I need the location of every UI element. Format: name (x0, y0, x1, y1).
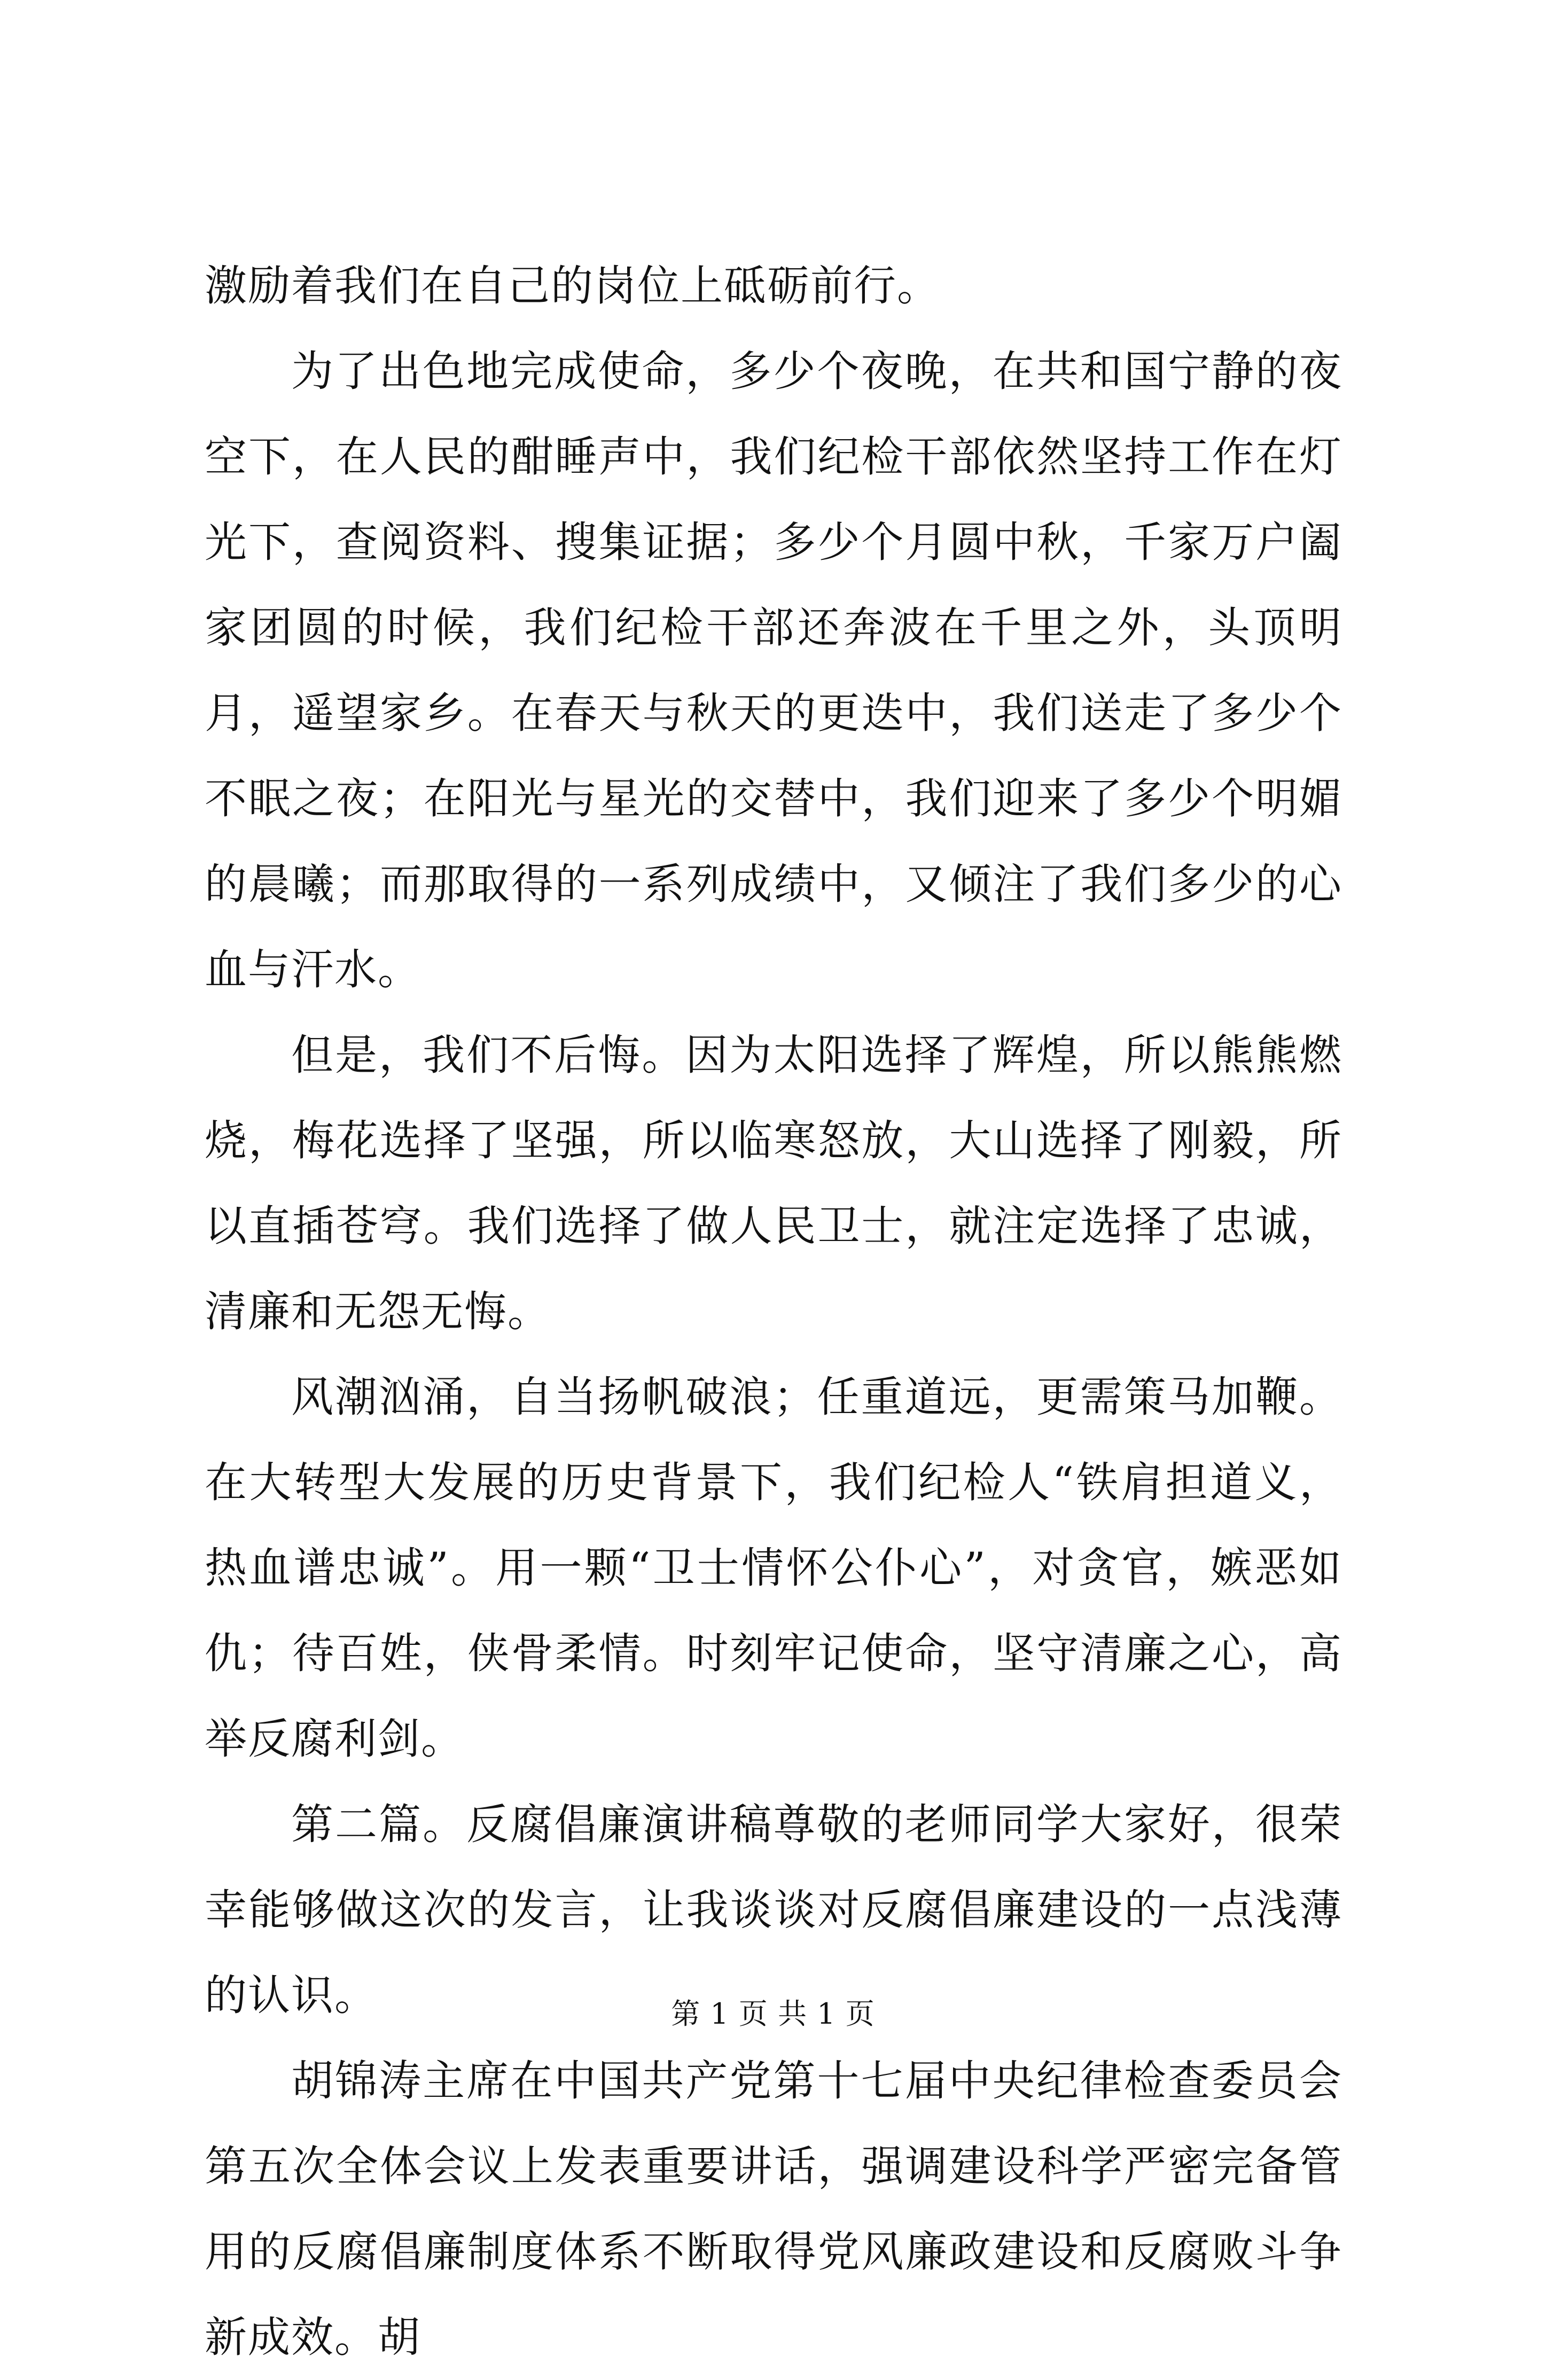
document-body (205, 243, 1342, 2380)
paragraph: 第二篇。反腐倡廉演讲稿尊敬的老师同学大家好，很荣幸能够做这次的发言，让我谈谈对反腐倡廉建设的一点浅薄的认识。 (205, 1800, 1342, 2020)
paragraph: 激励着我们在自己的岗位上砥砺前行。 (205, 261, 940, 310)
paragraph: 为了出色地完成使命，多少个夜晚，在共和国宁静的夜空下，在人民的酣睡声中，我们纪检干部依然坚持工作在灯光下，查阅资料、搜集证据；多少个月圆中秋，千家万户阖家团圆的时候，我们纪检干部还奔波在千里之外，头顶明月，遥望家乡。在春天与秋天的更迭中，我们送走了多少个不眠之夜；在阳光与星光的交替中，我们迎来了多少个明媚的晨曦；而那取得的一系列成绩中，又倾注了我们多少的心血与汗水。 (205, 347, 1342, 994)
paragraph: 但是，我们不后悔。因为太阳选择了辉煌，所以熊熊燃烧，梅花选择了坚强，所以临寒怒放，大山选择了刚毅，所以直插苍穹。我们选择了做人民卫士，就注定选择了忠诚，清廉和无怨无悔。 (205, 1031, 1342, 1336)
paragraph: 胡锦涛主席在中国共产党第十七届中央纪律检查委员会第五次全体会议上发表重要讲话，强调建设科学严密完备管用的反腐倡廉制度体系不断取得党风廉政建设和反腐败斗争新成效。胡 (205, 2056, 1342, 2362)
paragraph: 风潮汹涌，自当扬帆破浪；任重道远，更需策马加鞭。在大转型大发展的历史背景下，我们纪检人“铁肩担道义，热血谱忠诚”。用一颗“卫士情怀公仆心”，对贪官，嫉恶如仇；待百姓，侠骨柔情。时刻牢记使命，坚守清廉之心，高举反腐利剑。 (205, 1372, 1342, 1763)
page-footer: 第 1 页 共 1 页 (671, 1997, 875, 2031)
